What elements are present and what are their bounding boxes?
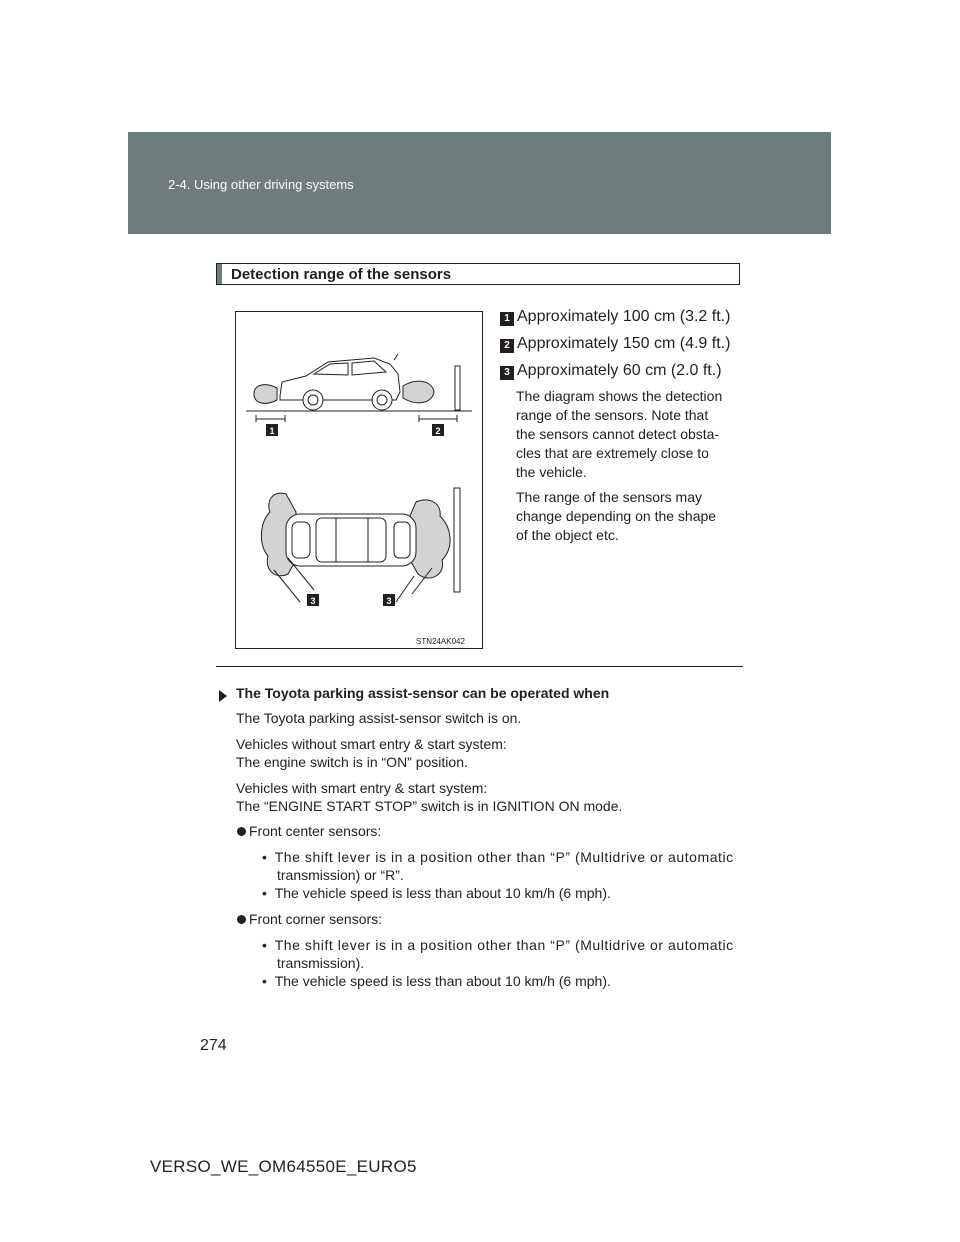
section-title-box [216, 263, 740, 285]
front-corner-item-2: • The vehicle speed is less than about 10 km/h (6 mph). [262, 973, 611, 989]
legend-label: Approximately 100 cm (3.2 ft.) [517, 308, 731, 325]
section-breadcrumb: 2-4. Using other driving systems [168, 177, 354, 192]
note-line: change depending on the shape [516, 508, 717, 524]
front-corner-title: Front corner sensors: [249, 911, 383, 927]
obstacle-wall-side [455, 366, 460, 410]
heading-bullet-icon [219, 690, 227, 702]
operation-heading: The Toyota parking assist-sensor can be operated when [236, 685, 610, 701]
legend-number: 2 [500, 339, 514, 353]
marker-3-front [307, 594, 319, 606]
sensor-range-diagram [235, 311, 483, 649]
legend-label: Approximately 150 cm (4.9 ft.) [517, 335, 731, 352]
section-divider [216, 666, 743, 667]
front-corner-item-1: • The shift lever is in a position other than “P” (Multidrive or automatic [262, 937, 734, 953]
legend-label: Approximately 60 cm (2.0 ft.) [517, 362, 722, 379]
footer-code: VERSO_WE_OM64550E_EURO5 [150, 1157, 417, 1176]
marker-3-rear [383, 594, 395, 606]
with-smart-entry-text: Vehicles with smart entry & start system: [236, 780, 488, 796]
front-center-item-1-cont: transmission) or “R”. [277, 867, 404, 883]
legend-item [500, 308, 745, 335]
note-range-change [516, 488, 740, 545]
legend-item [500, 335, 745, 362]
note-line: cles that are extremely close to [516, 445, 709, 461]
obstacle-wall-top [454, 488, 460, 592]
sensor-diagram-svg [236, 312, 482, 648]
svg-text:3: 3 [386, 596, 392, 606]
header-band [128, 132, 831, 234]
engine-switch-text: The engine switch is in “ON” position. [236, 754, 468, 770]
legend-number: 1 [500, 312, 514, 326]
front-center-item-2: • The vehicle speed is less than about 10 km/h (6 mph). [262, 885, 611, 901]
front-center-item-2-text: The vehicle speed is less than about 10 km/h (6 mph). [274, 885, 611, 901]
note-line: The diagram shows the detection [516, 388, 723, 404]
marker-1 [266, 424, 278, 436]
page-number: 274 [200, 1037, 227, 1054]
bullet-dot-icon [237, 827, 246, 836]
legend-list [500, 308, 745, 389]
legend-number: 3 [500, 366, 514, 380]
dimension-lines-side [256, 415, 457, 422]
marker-2 [432, 424, 444, 436]
note-line: of the object etc. [516, 527, 619, 543]
front-sensor-range-side [254, 385, 277, 404]
front-center-item-1-text: The shift lever is in a position other than “P” (Multidrive or automatic [274, 849, 734, 865]
legend-item [500, 362, 745, 389]
note-line: the sensors cannot detect obsta- [516, 426, 720, 442]
side-view-vehicle [280, 354, 400, 410]
note-line: range of the sensors. Note that [516, 407, 709, 423]
note-line: The range of the sensors may [516, 489, 702, 505]
diagram-code: STN24AK042 [416, 637, 465, 646]
svg-text:3: 3 [310, 596, 316, 606]
svg-text:1: 1 [269, 426, 275, 436]
front-center-item-1: • The shift lever is in a position other than “P” (Multidrive or automatic [262, 849, 734, 865]
note-line: the vehicle. [516, 464, 587, 480]
top-view-vehicle [286, 514, 416, 566]
section-title: Detection range of the sensors [231, 266, 452, 283]
note-detection [516, 387, 740, 482]
front-corner-item-1-cont: transmission). [277, 955, 365, 971]
without-smart-entry-text: Vehicles without smart entry & start system: [236, 736, 507, 752]
front-corner-item-2-text: The vehicle speed is less than about 10 km/h (6 mph). [274, 973, 611, 989]
rear-sensor-range-side [403, 381, 434, 403]
bullet-dot-icon [237, 915, 246, 924]
front-center-title: Front center sensors: [249, 823, 382, 839]
front-corner-item-1-text: The shift lever is in a position other than “P” (Multidrive or automatic [274, 937, 734, 953]
title-accent-bar [217, 264, 222, 284]
operation-switch-text: The Toyota parking assist-sensor switch is on. [236, 710, 522, 726]
ignition-mode-text: The “ENGINE START STOP” switch is in IGNITION ON mode. [236, 798, 623, 814]
svg-text:2: 2 [435, 426, 441, 436]
